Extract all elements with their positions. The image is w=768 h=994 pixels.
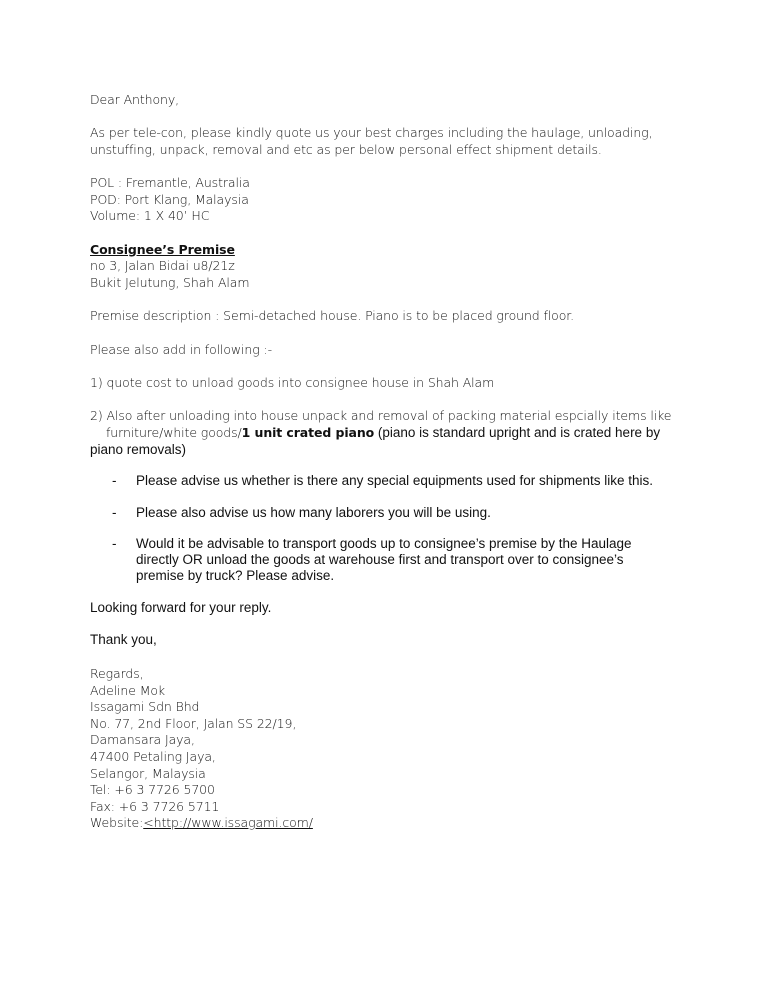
bullet-dash: - [112,536,117,551]
item-2-text-pre: furniture/white goods/ [106,425,242,440]
item-2-text-bold: 1 unit crated piano [241,425,375,440]
company-address-line-4: Selangor, Malaysia [90,766,206,781]
item-2-line-1: 2) Also after unloading into house unpack and removal of packing material espcially items like [90,408,672,423]
item-2-text-post: (piano is standard upright and is crated here by [374,425,661,440]
fax: Fax: +6 3 7726 5711 [90,799,220,814]
intro-line-1: As per tele-con, please kindly quote us your best charges including the haulage, unloading, [90,125,653,140]
also-add-line: Please also add in following :- [90,342,273,357]
company-address-line-3: 47400 Petaling Jaya, [90,749,216,764]
bullet-1-line-1: Please advise us whether is there any special equipments used for shipments like this. [136,473,654,488]
signer-name: Adeline Mok [90,683,166,698]
website-line [90,814,313,831]
item-2-line-2 [106,424,660,441]
premise-heading: Consignee’s Premise [90,242,235,257]
thank-you: Thank you, [90,632,157,647]
pol-line: POL : Fremantle, Australia [90,175,250,190]
website-link[interactable]: <http://www.issagami.com/ [143,815,313,830]
company-address-line-2: Damansara Jaya, [90,732,195,747]
regards: Regards, [90,666,144,681]
item-2-line-3: piano removals) [90,442,187,457]
company-name: Issagami Sdn Bhd [90,699,200,714]
item-1: 1) quote cost to unload goods into consignee house in Shah Alam [90,375,495,390]
volume-line: Volume: 1 X 40’ HC [90,208,210,223]
greeting: Dear Anthony, [90,92,180,107]
telephone: Tel: +6 3 7726 5700 [90,782,215,797]
intro-line-2: unstuffing, unpack, removal and etc as per below personal effect shipment details. [90,142,602,157]
premise-address-line-2: Bukit Jelutung, Shah Alam [90,275,250,290]
company-address-line-1: No. 77, 2nd Floor, Jalan SS 22/19, [90,716,297,731]
bullet-dash: - [112,505,117,520]
bullet-dash: - [112,473,117,488]
pod-line: POD: Port Klang, Malaysia [90,192,249,207]
bullet-3-line-3: premise by truck? Please advise. [136,568,335,583]
looking-forward: Looking forward for your reply. [90,600,272,615]
website-label: Website: [90,815,144,830]
bullet-3-line-1: Would it be advisable to transport goods up to consignee’s premise by the Haulage [136,536,632,551]
premise-description: Premise description : Semi-detached house. Piano is to be placed ground floor. [90,308,575,323]
premise-address-line-1: no 3, Jalan Bidai u8/21z [90,258,235,273]
bullet-3-line-2: directly OR unload the goods at warehouse first and transport over to consignee’s [136,552,624,567]
bullet-2-line-1: Please also advise us how many laborers you will be using. [136,505,491,520]
